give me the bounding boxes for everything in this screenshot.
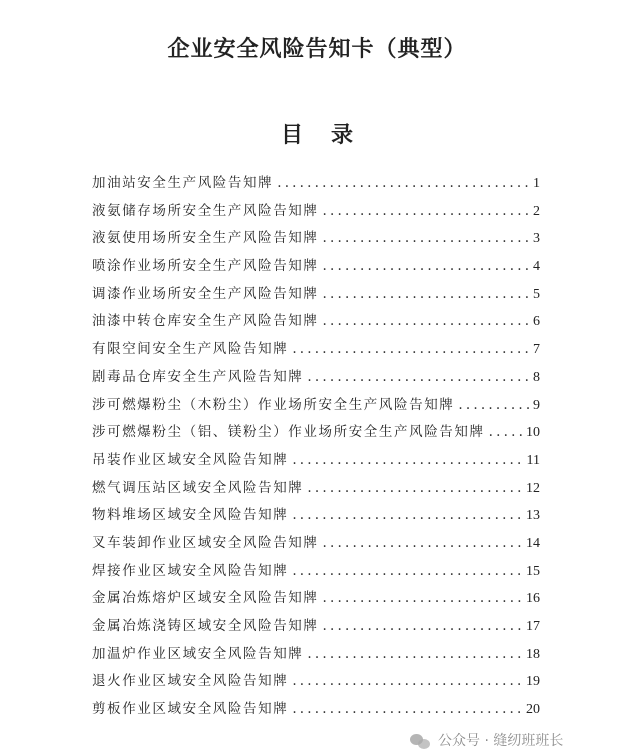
toc-entry-page: 1 (533, 176, 540, 191)
toc-entry-label: 油漆中转仓库安全生产风险告知牌 (92, 313, 319, 330)
toc-leader-dots (323, 311, 530, 331)
toc-entry-label: 叉车装卸作业区域安全风险告知牌 (92, 534, 319, 551)
toc-entry[interactable] (92, 478, 540, 506)
toc-heading-char: 目 (280, 122, 303, 148)
toc-entry[interactable] (92, 671, 540, 699)
toc-entry[interactable] (92, 367, 540, 395)
toc-entry[interactable] (92, 339, 540, 367)
toc-entry-page: 4 (533, 259, 540, 275)
toc-leader-dots (323, 256, 530, 276)
toc-entry[interactable] (92, 173, 540, 201)
toc-leader-dots (489, 422, 522, 442)
toc-entry-label: 剧毒品仓库安全生产风险告知牌 (92, 368, 304, 385)
toc-entry-label: 退火作业区域安全风险告知牌 (92, 673, 289, 690)
toc-entry-label: 加温炉作业区域安全风险告知牌 (92, 645, 304, 662)
toc-entry-label: 喷涂作业场所安全生产风险告知牌 (92, 258, 319, 275)
toc-entry-page: 9 (533, 397, 540, 413)
toc-leader-dots (307, 478, 522, 498)
toc-entry[interactable] (92, 699, 540, 727)
toc-entry[interactable] (92, 561, 540, 589)
toc-leader-dots (292, 561, 522, 581)
toc-entry[interactable] (92, 395, 540, 423)
toc-entry-page: 17 (526, 619, 540, 634)
toc-entry-page: 15 (526, 563, 540, 579)
toc-entry[interactable] (92, 284, 540, 312)
toc-leader-dots (292, 450, 522, 470)
wechat-icon (410, 734, 432, 750)
toc-entry[interactable] (92, 616, 540, 644)
toc-leader-dots (292, 671, 522, 691)
toc-heading (0, 118, 634, 149)
toc-entry-page: 12 (526, 480, 540, 496)
toc-heading-char: 录 (331, 122, 354, 148)
toc-entry-page: 18 (526, 646, 540, 662)
toc-entry-page: 7 (533, 342, 540, 358)
toc-leader-dots (292, 339, 529, 359)
toc-entry-page: 10 (526, 425, 540, 441)
toc-entry-label: 物料堆场区域安全风险告知牌 (92, 507, 289, 524)
toc-entry-label: 金属冶炼浇铸区域安全风险告知牌 (92, 618, 319, 634)
toc-entry-label: 剪板作业区域安全风险告知牌 (92, 701, 289, 718)
document-title: 企业安全风险告知卡（典型） (167, 36, 467, 62)
toc-leader-dots (323, 588, 523, 608)
toc-leader-dots (292, 699, 522, 719)
toc-leader-dots (323, 284, 530, 304)
toc-leader-dots (323, 228, 530, 248)
toc-leader-dots (277, 173, 529, 193)
toc-entry[interactable] (92, 588, 540, 616)
toc-leader-dots (307, 644, 522, 664)
toc-entry-page: 6 (533, 314, 540, 330)
toc-entry-page: 3 (533, 231, 540, 247)
toc-entry-label: 液氨使用场所安全生产风险告知牌 (92, 230, 319, 247)
watermark-text: 公众号 · 缝纫班班长 (438, 733, 564, 749)
watermark (410, 733, 563, 750)
toc-entry-page: 20 (526, 702, 540, 718)
toc-leader-dots (458, 395, 529, 415)
toc-entry-label: 燃气调压站区域安全风险告知牌 (92, 479, 304, 496)
toc-entry[interactable] (92, 311, 540, 339)
toc-entry-page: 13 (526, 508, 540, 524)
toc-entry-label: 加油站安全生产风险告知牌 (92, 175, 274, 191)
table-of-contents (92, 173, 540, 727)
toc-entry[interactable] (92, 228, 540, 256)
toc-entry-page: 16 (526, 591, 540, 607)
toc-leader-dots (323, 201, 530, 221)
toc-entry-page: 11 (526, 452, 540, 468)
toc-entry[interactable] (92, 533, 540, 561)
toc-entry-label: 调漆作业场所安全生产风险告知牌 (92, 285, 319, 302)
toc-entry-page: 8 (533, 369, 540, 385)
toc-entry[interactable] (92, 505, 540, 533)
toc-entry-label: 液氨储存场所安全生产风险告知牌 (92, 202, 319, 219)
toc-entry-label: 金属冶炼熔炉区域安全风险告知牌 (92, 590, 319, 607)
toc-entry-page: 2 (533, 203, 540, 219)
toc-leader-dots (307, 367, 529, 387)
toc-leader-dots (323, 616, 523, 636)
toc-entry[interactable] (92, 422, 540, 450)
toc-entry[interactable] (92, 256, 540, 284)
toc-entry-label: 焊接作业区域安全风险告知牌 (92, 562, 289, 579)
toc-entry[interactable] (92, 644, 540, 672)
toc-entry-label: 涉可燃爆粉尘（铝、镁粉尘）作业场所安全生产风险告知牌 (92, 424, 485, 441)
toc-entry-page: 5 (533, 286, 540, 302)
toc-entry[interactable] (92, 450, 540, 478)
toc-entry-page: 14 (526, 535, 540, 551)
toc-entry-label: 吊装作业区域安全风险告知牌 (92, 451, 289, 468)
toc-entry[interactable] (92, 201, 540, 229)
toc-leader-dots (292, 505, 522, 525)
toc-entry-page: 19 (526, 674, 540, 690)
toc-entry-label: 有限空间安全生产风险告知牌 (92, 341, 289, 358)
toc-leader-dots (323, 533, 523, 553)
toc-entry-label: 涉可燃爆粉尘（木粉尘）作业场所安全生产风险告知牌 (92, 396, 455, 413)
